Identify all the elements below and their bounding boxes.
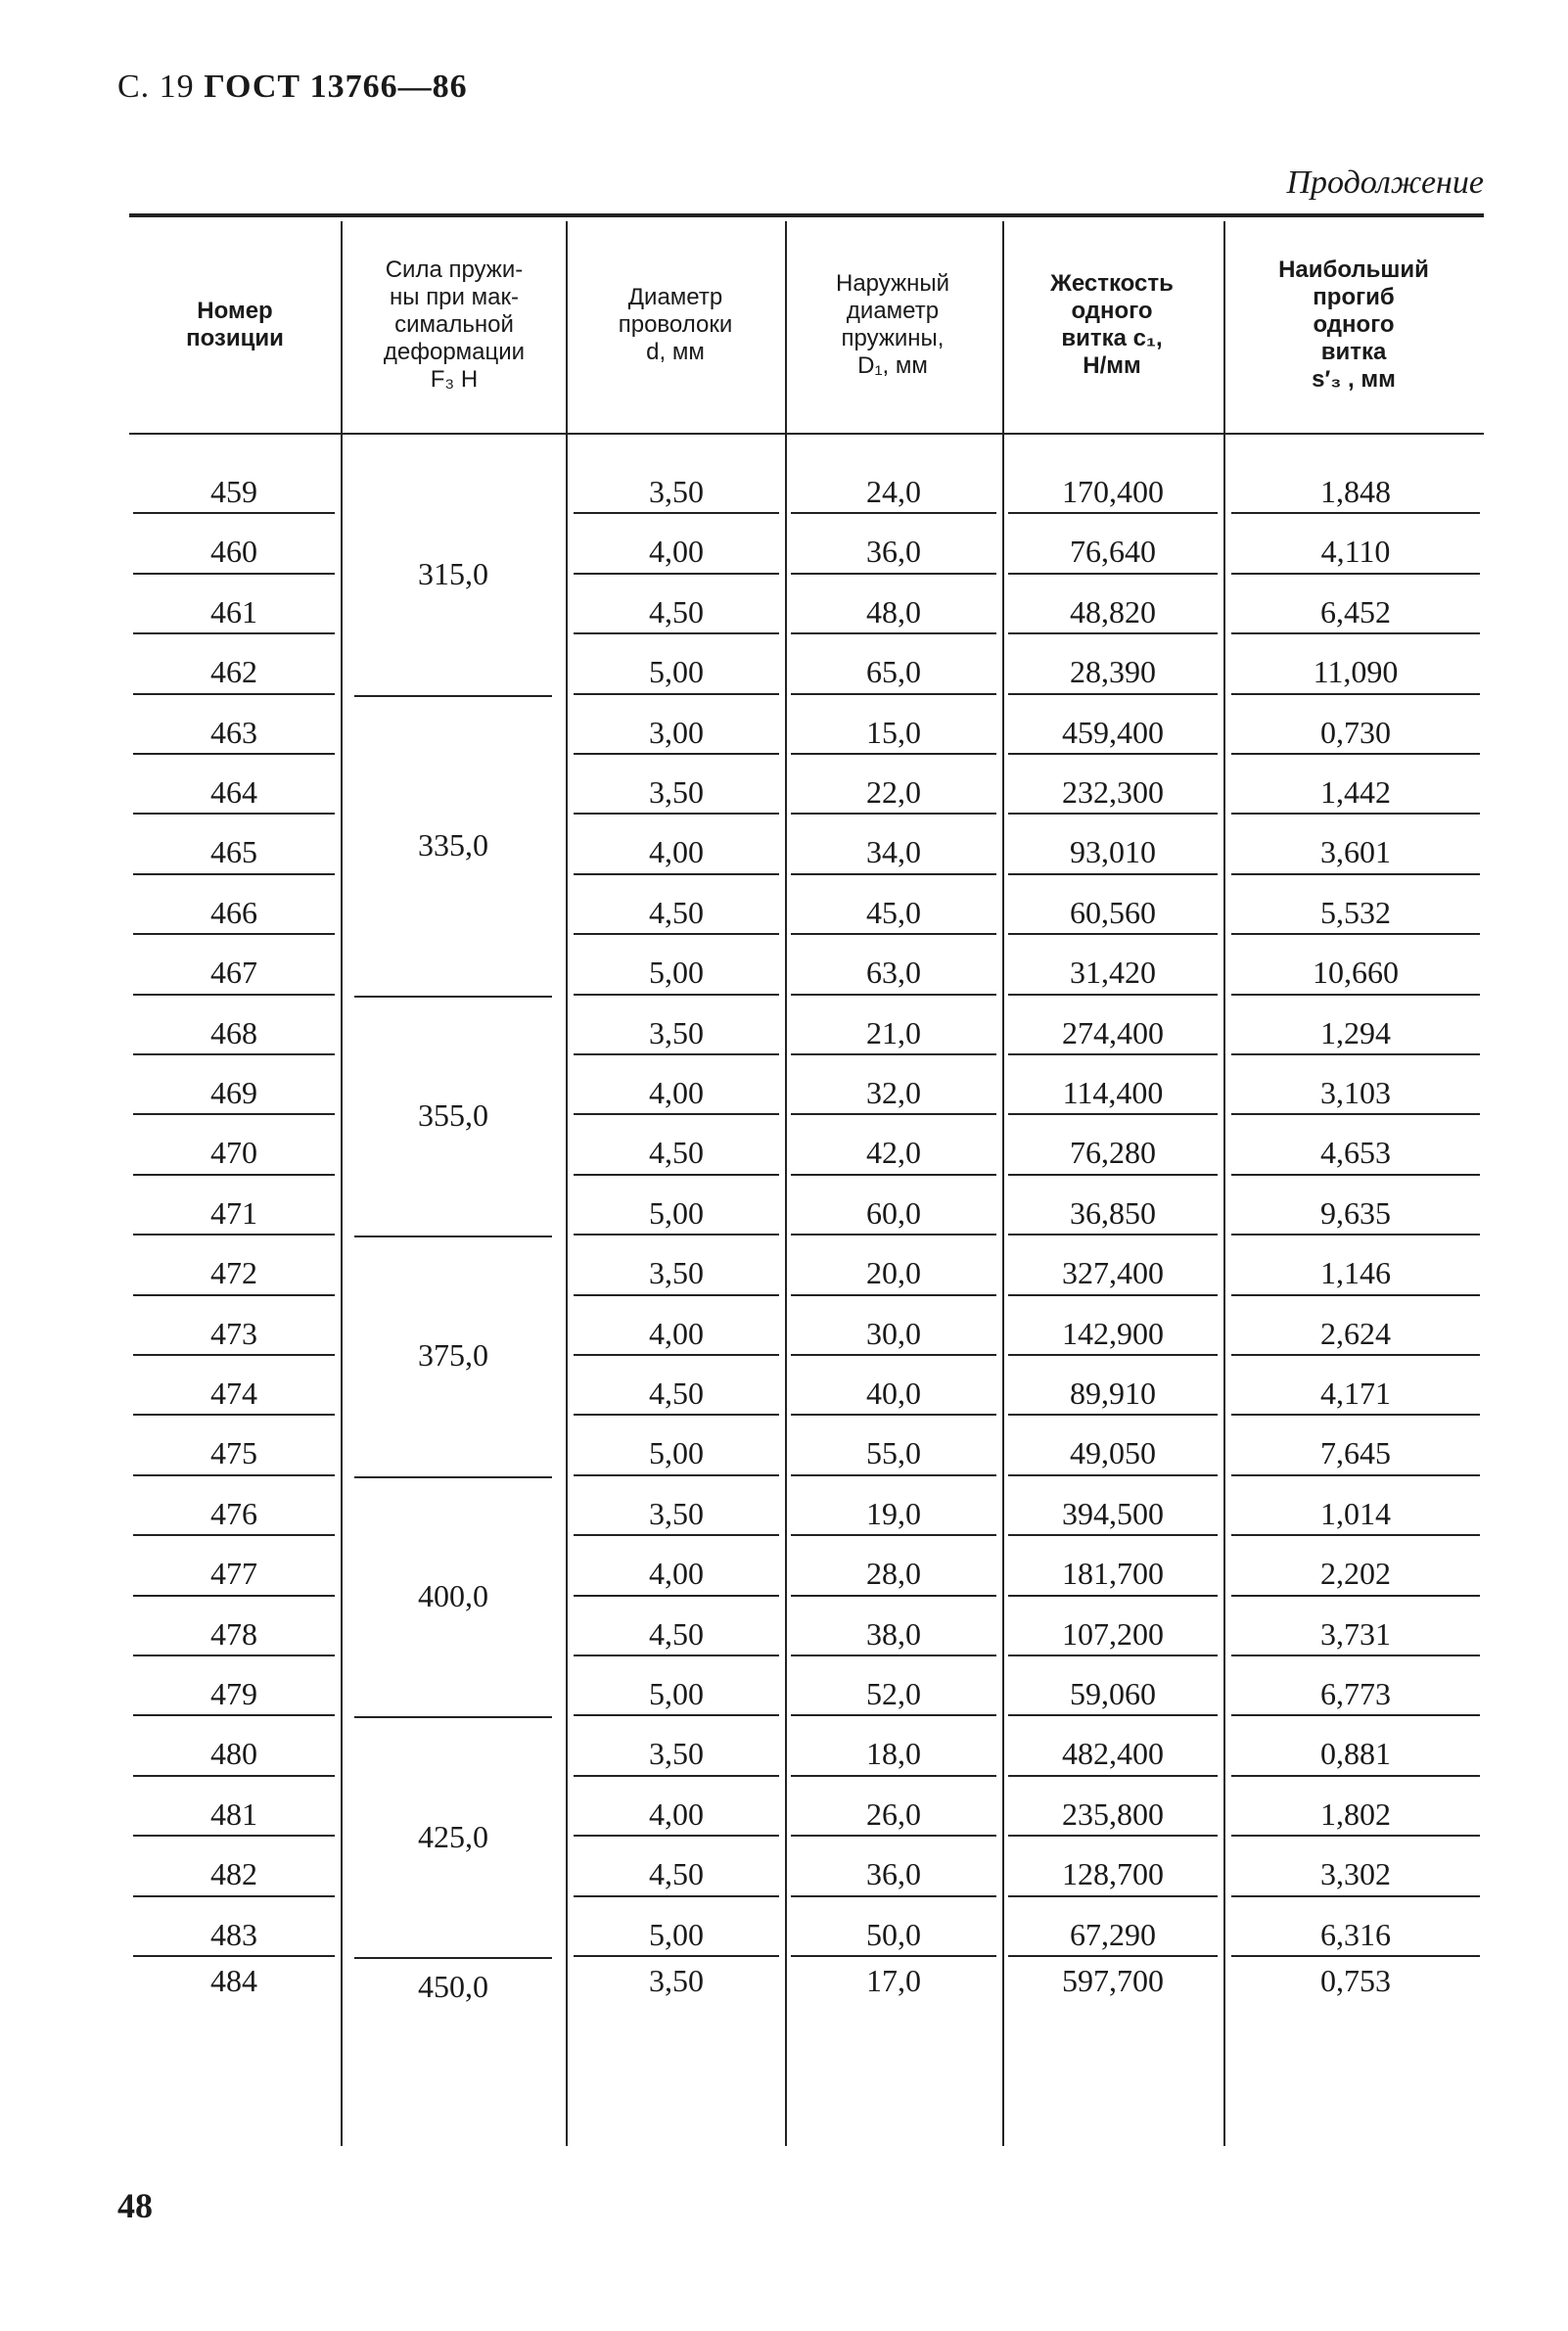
outer-diameter-value: 24,0: [866, 474, 921, 509]
position-number-value: 462: [210, 654, 257, 690]
outer-diameter-value: 36,0: [866, 1856, 921, 1892]
max-deflection-value: 3,103: [1320, 1075, 1391, 1110]
outer-diameter-cell: [787, 1716, 1000, 1776]
stiffness-cell: [1004, 815, 1222, 874]
col-header-outer-diameter: Наружный диаметр пружины, D₁, мм: [836, 270, 949, 379]
max-deflection-value: 0,881: [1320, 1736, 1391, 1772]
page-ref: С. 19: [117, 69, 195, 105]
wire-diameter-value: 4,00: [649, 834, 704, 870]
outer-diameter-cell: [787, 1356, 1000, 1416]
wire-diameter-cell: [570, 1656, 783, 1716]
wire-diameter-cell: [570, 634, 783, 694]
outer-diameter-value: 30,0: [866, 1315, 921, 1351]
max-deflection-cell: [1227, 755, 1484, 815]
outer-diameter-value: 34,0: [866, 834, 921, 870]
wire-diameter-cell: [570, 1416, 783, 1475]
wire-diameter-cell: [570, 1837, 783, 1896]
stiffness-value: 597,700: [1062, 1963, 1164, 1998]
wire-diameter-cell: [570, 815, 783, 874]
outer-diameter-value: 17,0: [866, 1963, 921, 1998]
wire-diameter-value: 4,00: [649, 1075, 704, 1110]
wire-diameter-value: 4,50: [649, 1135, 704, 1171]
position-number-value: 478: [210, 1615, 257, 1652]
position-number-cell: [129, 1656, 339, 1716]
column-divider: [566, 221, 568, 2146]
stiffness-cell: [1004, 1416, 1222, 1475]
outer-diameter-cell: [787, 1536, 1000, 1596]
max-deflection-cell: [1227, 695, 1484, 755]
position-number-cell: [129, 1837, 339, 1896]
stiffness-cell: [1004, 1115, 1222, 1175]
wire-diameter-value: 5,00: [649, 955, 704, 991]
outer-diameter-value: 26,0: [866, 1795, 921, 1832]
outer-diameter-value: 18,0: [866, 1736, 921, 1772]
stiffness-cell: [1004, 1176, 1222, 1235]
position-number-cell: [129, 634, 339, 694]
max-deflection-cell: [1227, 1656, 1484, 1716]
max-deflection-value: 1,014: [1320, 1495, 1391, 1531]
doc-title: ГОСТ 13766—86: [204, 69, 468, 105]
outer-diameter-cell: [787, 1176, 1000, 1235]
outer-diameter-value: 42,0: [866, 1135, 921, 1171]
wire-diameter-value: 4,50: [649, 1375, 704, 1411]
position-number-cell: [129, 1897, 339, 1957]
outer-diameter-cell: [787, 1837, 1000, 1896]
table-top-rule: [129, 213, 1484, 217]
max-deflection-value: 3,731: [1320, 1615, 1391, 1652]
max-deflection-cell: [1227, 634, 1484, 694]
position-number-value: 459: [210, 474, 257, 509]
outer-diameter-value: 65,0: [866, 654, 921, 690]
max-deflection-cell: [1227, 1476, 1484, 1536]
stiffness-cell: [1004, 1716, 1222, 1776]
wire-diameter-value: 4,00: [649, 1556, 704, 1592]
wire-diameter-cell: [570, 1957, 783, 2017]
outer-diameter-cell: [787, 1416, 1000, 1475]
wire-diameter-cell: [570, 1777, 783, 1837]
stiffness-cell: [1004, 935, 1222, 995]
wire-diameter-value: 3,00: [649, 714, 704, 750]
outer-diameter-cell: [787, 1235, 1000, 1295]
stiffness-cell: [1004, 634, 1222, 694]
stiffness-cell: [1004, 1957, 1222, 2017]
position-number-cell: [129, 1055, 339, 1115]
stiffness-value: 170,400: [1062, 474, 1164, 509]
stiffness-cell: [1004, 1235, 1222, 1295]
outer-diameter-cell: [787, 454, 1000, 514]
stiffness-cell: [1004, 755, 1222, 815]
position-number-cell: [129, 695, 339, 755]
position-number-cell: [129, 1176, 339, 1235]
max-deflection-value: 1,848: [1320, 474, 1391, 509]
wire-diameter-cell: [570, 1716, 783, 1776]
stiffness-cell: [1004, 1777, 1222, 1837]
max-deflection-cell: [1227, 1296, 1484, 1356]
max-deflection-value: 6,773: [1320, 1676, 1391, 1711]
position-number-cell: [129, 996, 339, 1055]
stiffness-cell: [1004, 1837, 1222, 1896]
position-number-value: 472: [210, 1255, 257, 1291]
position-number-value: 483: [210, 1916, 257, 1952]
page-number: 48: [117, 2186, 153, 2225]
wire-diameter-value: 3,50: [649, 474, 704, 509]
max-deflection-cell: [1227, 996, 1484, 1055]
wire-diameter-value: 4,00: [649, 1795, 704, 1832]
position-number-value: 463: [210, 714, 257, 750]
stiffness-value: 482,400: [1062, 1736, 1164, 1772]
wire-diameter-cell: [570, 1176, 783, 1235]
wire-diameter-value: 4,50: [649, 593, 704, 629]
position-number-cell: [129, 1115, 339, 1175]
max-deflection-value: 3,302: [1320, 1856, 1391, 1892]
wire-diameter-cell: [570, 514, 783, 574]
max-deflection-cell: [1227, 1597, 1484, 1656]
wire-diameter-value: 3,50: [649, 1963, 704, 1998]
max-deflection-cell: [1227, 1416, 1484, 1475]
stiffness-cell: [1004, 575, 1222, 634]
position-number-value: 475: [210, 1435, 257, 1471]
max-deflection-value: 0,753: [1320, 1963, 1391, 1998]
max-deflection-value: 6,316: [1320, 1916, 1391, 1952]
position-number-value: 479: [210, 1676, 257, 1711]
wire-diameter-value: 4,00: [649, 1315, 704, 1351]
wire-diameter-value: 5,00: [649, 1676, 704, 1711]
stiffness-value: 235,800: [1062, 1795, 1164, 1832]
stiffness-value: 459,400: [1062, 714, 1164, 750]
wire-diameter-value: 5,00: [649, 654, 704, 690]
position-number-value: 466: [210, 894, 257, 930]
wire-diameter-value: 3,50: [649, 1736, 704, 1772]
position-number-cell: [129, 1716, 339, 1776]
stiffness-value: 36,850: [1070, 1194, 1156, 1231]
outer-diameter-value: 15,0: [866, 714, 921, 750]
max-deflection-value: 0,730: [1320, 714, 1391, 750]
col-header-wire-diameter: Диаметр проволоки d, мм: [618, 284, 733, 365]
position-number-cell: [129, 514, 339, 574]
stiffness-value: 76,640: [1070, 534, 1156, 570]
stiffness-value: 128,700: [1062, 1856, 1164, 1892]
position-number-cell: [129, 1476, 339, 1536]
position-number-cell: [129, 875, 339, 935]
table-header-rule: [129, 433, 1484, 435]
outer-diameter-cell: [787, 996, 1000, 1055]
max-deflection-value: 1,294: [1320, 1014, 1391, 1050]
col-header-max-deflection: Наибольший прогиб одного витка s′₃ , мм: [1278, 256, 1429, 393]
stiffness-value: 48,820: [1070, 593, 1156, 629]
position-number-cell: [129, 1296, 339, 1356]
col-header-position: Номер позиции: [186, 298, 284, 351]
wire-diameter-value: 4,50: [649, 1615, 704, 1652]
col-header-stiffness: Жесткость одного витка c₁, Н/мм: [1050, 270, 1174, 379]
max-deflection-cell: [1227, 935, 1484, 995]
wire-diameter-value: 4,50: [649, 1856, 704, 1892]
outer-diameter-value: 40,0: [866, 1375, 921, 1411]
position-number-cell: [129, 935, 339, 995]
force-cell: 375,0: [418, 1337, 488, 1374]
max-deflection-cell: [1227, 1055, 1484, 1115]
max-deflection-cell: [1227, 1957, 1484, 2017]
stiffness-cell: [1004, 1897, 1222, 1957]
stiffness-value: 394,500: [1062, 1495, 1164, 1531]
outer-diameter-value: 52,0: [866, 1676, 921, 1711]
force-cell: 425,0: [418, 1818, 488, 1854]
position-number-cell: [129, 1416, 339, 1475]
stiffness-value: 28,390: [1070, 654, 1156, 690]
stiffness-cell: [1004, 454, 1222, 514]
outer-diameter-cell: [787, 575, 1000, 634]
wire-diameter-value: 5,00: [649, 1916, 704, 1952]
outer-diameter-value: 32,0: [866, 1075, 921, 1110]
max-deflection-value: 11,090: [1313, 654, 1399, 690]
stiffness-value: 31,420: [1070, 955, 1156, 991]
outer-diameter-value: 21,0: [866, 1014, 921, 1050]
outer-diameter-value: 20,0: [866, 1255, 921, 1291]
wire-diameter-cell: [570, 454, 783, 514]
max-deflection-value: 1,802: [1320, 1795, 1391, 1832]
stiffness-value: 107,200: [1062, 1615, 1164, 1652]
max-deflection-value: 6,452: [1320, 593, 1391, 629]
wire-diameter-cell: [570, 935, 783, 995]
stiffness-cell: [1004, 1055, 1222, 1115]
wire-diameter-cell: [570, 1235, 783, 1295]
max-deflection-value: 3,601: [1320, 834, 1391, 870]
max-deflection-value: 1,146: [1320, 1255, 1391, 1291]
position-number-value: 471: [210, 1194, 257, 1231]
outer-diameter-value: 63,0: [866, 955, 921, 991]
force-cell: 315,0: [418, 556, 488, 592]
max-deflection-cell: [1227, 1716, 1484, 1776]
outer-diameter-cell: [787, 1957, 1000, 2017]
stiffness-cell: [1004, 1597, 1222, 1656]
wire-diameter-cell: [570, 755, 783, 815]
outer-diameter-value: 28,0: [866, 1556, 921, 1592]
position-number-cell: [129, 1777, 339, 1837]
wire-diameter-cell: [570, 1115, 783, 1175]
outer-diameter-value: 48,0: [866, 593, 921, 629]
position-number-value: 468: [210, 1014, 257, 1050]
stiffness-value: 93,010: [1070, 834, 1156, 870]
col-header-force: Сила пружи- ны при мак- симальной деформации F₃ Н: [383, 256, 526, 393]
stiffness-value: 49,050: [1070, 1435, 1156, 1471]
max-deflection-cell: [1227, 1115, 1484, 1175]
outer-diameter-value: 19,0: [866, 1495, 921, 1531]
max-deflection-cell: [1227, 1235, 1484, 1295]
column-divider: [1223, 221, 1225, 2146]
position-number-cell: [129, 575, 339, 634]
wire-diameter-cell: [570, 1597, 783, 1656]
position-number-value: 480: [210, 1736, 257, 1772]
position-number-value: 482: [210, 1856, 257, 1892]
position-number-value: 467: [210, 955, 257, 991]
max-deflection-cell: [1227, 1777, 1484, 1837]
wire-diameter-value: 4,00: [649, 534, 704, 570]
stiffness-cell: [1004, 695, 1222, 755]
outer-diameter-value: 36,0: [866, 534, 921, 570]
wire-diameter-value: 3,50: [649, 1255, 704, 1291]
max-deflection-cell: [1227, 875, 1484, 935]
position-number-cell: [129, 1356, 339, 1416]
max-deflection-value: 2,624: [1320, 1315, 1391, 1351]
wire-diameter-value: 5,00: [649, 1194, 704, 1231]
outer-diameter-cell: [787, 1597, 1000, 1656]
outer-diameter-cell: [787, 1777, 1000, 1837]
stiffness-cell: [1004, 1476, 1222, 1536]
position-number-cell: [129, 1957, 339, 2017]
max-deflection-cell: [1227, 514, 1484, 574]
outer-diameter-value: 22,0: [866, 774, 921, 810]
stiffness-value: 327,400: [1062, 1255, 1164, 1291]
position-number-value: 464: [210, 774, 257, 810]
outer-diameter-cell: [787, 875, 1000, 935]
stiffness-value: 89,910: [1070, 1375, 1156, 1411]
outer-diameter-value: 55,0: [866, 1435, 921, 1471]
position-number-cell: [129, 1597, 339, 1656]
position-number-value: 484: [210, 1963, 257, 1998]
max-deflection-value: 4,653: [1320, 1135, 1391, 1171]
wire-diameter-cell: [570, 1536, 783, 1596]
stiffness-value: 60,560: [1070, 894, 1156, 930]
max-deflection-value: 1,442: [1320, 774, 1391, 810]
stiffness-cell: [1004, 875, 1222, 935]
position-number-value: 469: [210, 1075, 257, 1110]
position-number-value: 470: [210, 1135, 257, 1171]
outer-diameter-cell: [787, 1897, 1000, 1957]
force-cell: 355,0: [418, 1096, 488, 1133]
wire-diameter-value: 5,00: [649, 1435, 704, 1471]
position-number-value: 477: [210, 1556, 257, 1592]
stiffness-value: 142,900: [1062, 1315, 1164, 1351]
wire-diameter-cell: [570, 1055, 783, 1115]
max-deflection-cell: [1227, 1897, 1484, 1957]
force-cell: 400,0: [418, 1578, 488, 1614]
stiffness-cell: [1004, 1656, 1222, 1716]
outer-diameter-value: 38,0: [866, 1615, 921, 1652]
outer-diameter-cell: [787, 935, 1000, 995]
outer-diameter-cell: [787, 755, 1000, 815]
position-number-cell: [129, 454, 339, 514]
stiffness-value: 181,700: [1062, 1556, 1164, 1592]
max-deflection-value: 4,110: [1320, 534, 1391, 570]
wire-diameter-cell: [570, 875, 783, 935]
outer-diameter-cell: [787, 1476, 1000, 1536]
outer-diameter-cell: [787, 514, 1000, 574]
position-number-cell: [129, 815, 339, 874]
wire-diameter-cell: [570, 695, 783, 755]
outer-diameter-cell: [787, 815, 1000, 874]
wire-diameter-value: 3,50: [649, 774, 704, 810]
outer-diameter-cell: [787, 1296, 1000, 1356]
outer-diameter-value: 45,0: [866, 894, 921, 930]
position-number-value: 473: [210, 1315, 257, 1351]
wire-diameter-cell: [570, 1476, 783, 1536]
wire-diameter-value: 4,50: [649, 894, 704, 930]
position-number-value: 461: [210, 593, 257, 629]
page-header: [117, 69, 468, 106]
stiffness-cell: [1004, 1296, 1222, 1356]
stiffness-value: 67,290: [1070, 1916, 1156, 1952]
max-deflection-value: 5,532: [1320, 894, 1391, 930]
max-deflection-cell: [1227, 454, 1484, 514]
position-number-value: 481: [210, 1795, 257, 1832]
wire-diameter-value: 3,50: [649, 1014, 704, 1050]
position-number-value: 460: [210, 534, 257, 570]
outer-diameter-value: 60,0: [866, 1194, 921, 1231]
wire-diameter-cell: [570, 1897, 783, 1957]
wire-diameter-cell: [570, 996, 783, 1055]
position-number-value: 476: [210, 1495, 257, 1531]
position-number-cell: [129, 1536, 339, 1596]
force-cell: 450,0: [418, 1969, 488, 2005]
outer-diameter-cell: [787, 634, 1000, 694]
continuation-label: Продолжение: [1286, 164, 1484, 201]
wire-diameter-cell: [570, 575, 783, 634]
outer-diameter-cell: [787, 1656, 1000, 1716]
max-deflection-cell: [1227, 1356, 1484, 1416]
stiffness-cell: [1004, 1536, 1222, 1596]
position-number-value: 465: [210, 834, 257, 870]
stiffness-cell: [1004, 1356, 1222, 1416]
wire-diameter-cell: [570, 1356, 783, 1416]
max-deflection-cell: [1227, 815, 1484, 874]
stiffness-value: 59,060: [1070, 1676, 1156, 1711]
stiffness-value: 232,300: [1062, 774, 1164, 810]
stiffness-value: 114,400: [1062, 1075, 1164, 1110]
stiffness-cell: [1004, 514, 1222, 574]
max-deflection-cell: [1227, 1176, 1484, 1235]
position-number-cell: [129, 1235, 339, 1295]
position-number-value: 474: [210, 1375, 257, 1411]
max-deflection-value: 9,635: [1320, 1194, 1391, 1231]
position-number-cell: [129, 755, 339, 815]
wire-diameter-cell: [570, 1296, 783, 1356]
stiffness-value: 76,280: [1070, 1135, 1156, 1171]
stiffness-value: 274,400: [1062, 1014, 1164, 1050]
max-deflection-cell: [1227, 1837, 1484, 1896]
force-cell: 335,0: [418, 826, 488, 862]
max-deflection-value: 2,202: [1320, 1556, 1391, 1592]
max-deflection-value: 7,645: [1320, 1435, 1391, 1471]
outer-diameter-cell: [787, 1115, 1000, 1175]
max-deflection-cell: [1227, 1536, 1484, 1596]
max-deflection-value: 4,171: [1320, 1375, 1391, 1411]
outer-diameter-value: 50,0: [866, 1916, 921, 1952]
outer-diameter-cell: [787, 695, 1000, 755]
wire-diameter-value: 3,50: [649, 1495, 704, 1531]
max-deflection-value: 10,660: [1313, 955, 1399, 991]
outer-diameter-cell: [787, 1055, 1000, 1115]
max-deflection-cell: [1227, 575, 1484, 634]
stiffness-cell: [1004, 996, 1222, 1055]
